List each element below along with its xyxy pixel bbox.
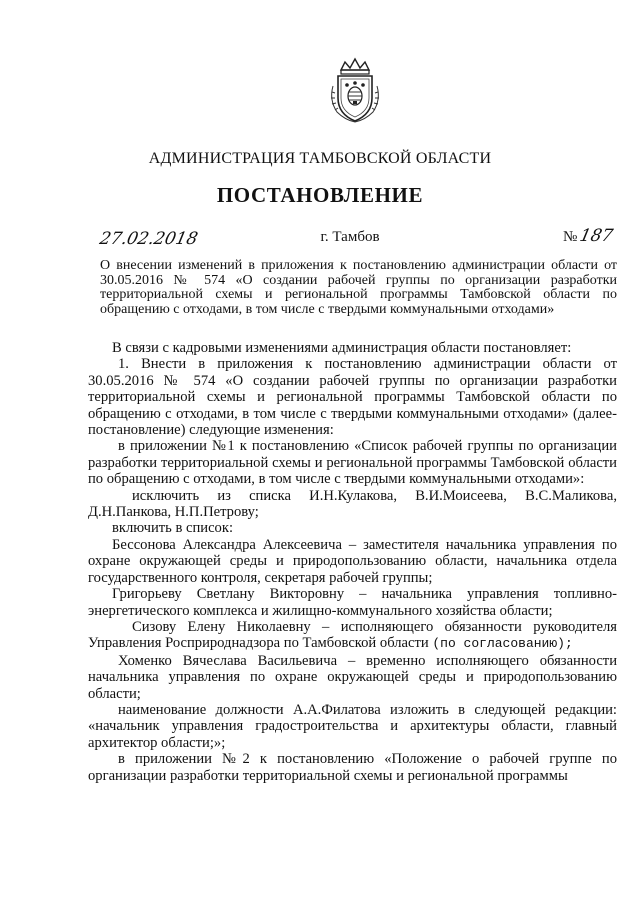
- paragraph-text: Сизову Елену Николаевну – исполняющего обязанности руководителя Управления Росприроднадзора по Тамбовской области: [88, 618, 617, 652]
- body-paragraph: наименование должности А.А.Филатова изложить в следующей редакции: «начальник управления градостроительства и архитектуры области, главный архитектор области;»;: [88, 701, 617, 751]
- document-type: ПОСТАНОВЛЕНИЕ: [216, 183, 424, 207]
- document-date: 27.02.2018: [97, 229, 200, 249]
- body-paragraph: [88, 619, 617, 653]
- body-paragraph: в приложении №1 к постановлению «Список рабочей группы по организации разработки территориальной схемы и региональной программы Тамбовской области по обращению с отходами, в том числе с твердыми коммунальными отходами»:: [88, 438, 617, 488]
- body-paragraph: Бессонова Александра Алексеевича – заместителя начальника управления по охране окружающей среды и природопользованию области, начальника отдела государственного контроля, секретаря рабочей группы;: [88, 536, 617, 586]
- body-paragraph: исключить из списка И.Н.Кулакова, В.И.Моисеева, В.С.Маликова, Д.Н.Панкова, Н.П.Петрову;: [88, 487, 617, 521]
- document-city: г. Тамбов: [320, 229, 380, 245]
- number-sign: №: [563, 229, 578, 245]
- document-body: [88, 340, 617, 784]
- body-paragraph: В связи с кадровыми изменениями администрация области постановляет:: [112, 340, 572, 356]
- body-paragraph: Григорьеву Светлану Викторовну – начальника управления топливно-энергетического комплекса и жилищно-коммунального хозяйства области;: [88, 586, 617, 619]
- body-paragraph: Хоменко Вячеслава Васильевича – временно исполняющего обязанности начальника управления по охране окружающей среды и природопользованию области;: [88, 652, 617, 702]
- coat-of-arms-emblem: [327, 56, 383, 124]
- body-paragraph: 1. Внести в приложения к постановлению администрации области от 30.05.2016 № 574 «О создании рабочей группы по организации разработки территориальной схемы и региональной программы Тамбовской области по обращению с отходами, в том числе с твердыми коммунальными отходами» (далее-постановление) следующие изменения:: [88, 356, 617, 439]
- document-number: 187: [577, 226, 615, 246]
- approval-stamp: (по согласованию);: [432, 636, 573, 652]
- issuing-authority: АДМИНИСТРАЦИЯ ТАМБОВСКОЙ ОБЛАСТИ: [148, 150, 492, 167]
- body-paragraph: в приложении №2 к постановлению «Положение о рабочей группе по организации разработки территориальной схемы и региональной программы: [88, 751, 617, 784]
- document-subject: О внесении изменений в приложения к постановлению администрации области от 30.05.2016 № 574 «О создании рабочей группы по организации разработки территориальной схемы и региональной программы Тамбовской области по обращению с отходами, в том числе с твердыми коммунальными отходами»: [100, 258, 617, 317]
- body-paragraph: включить в список:: [112, 520, 233, 537]
